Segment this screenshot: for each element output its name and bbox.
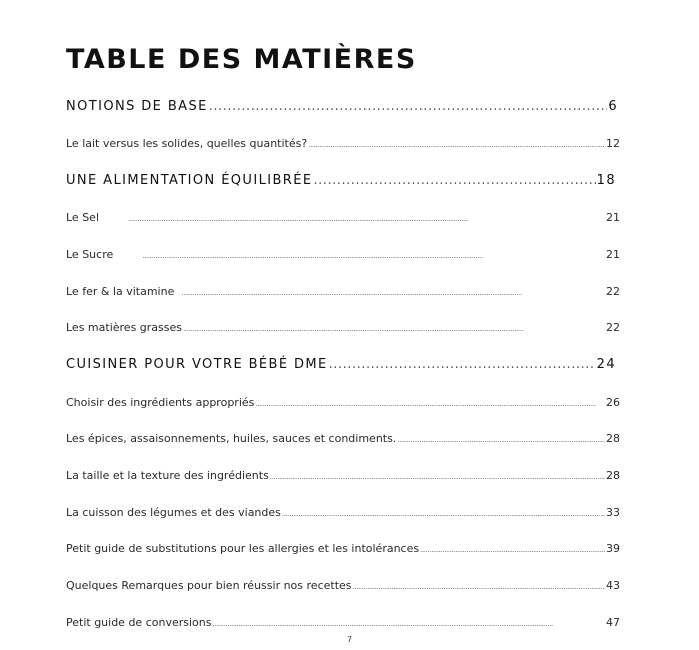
toc-page-number: 12 [606, 137, 620, 150]
toc-entry-conversions[interactable] [66, 616, 620, 629]
toc-label: Quelques Remarques pour bien réussir nos recettes [66, 579, 352, 592]
toc-label: Les épices, assaisonnements, huiles, sauces et condiments. [66, 432, 397, 445]
toc-entry-le-sel[interactable] [66, 211, 620, 224]
dot-leader [282, 506, 605, 519]
toc-entry-ingredients-appropries[interactable] [66, 396, 620, 409]
toc-label: Le Sel [66, 211, 100, 224]
dot-leader [270, 469, 605, 482]
dot-leader [212, 616, 605, 629]
toc-entry-remarques[interactable] [66, 579, 620, 592]
toc-entry-le-sucre[interactable] [66, 248, 620, 261]
toc-page-number: 21 [606, 211, 620, 224]
dot-leader [255, 396, 605, 409]
toc-page-number: 22 [606, 321, 620, 334]
toc-page-number: 6 [608, 99, 618, 114]
toc-label: Le Sucre [66, 248, 114, 261]
toc-label: La cuisson des légumes et des viandes [66, 506, 281, 519]
toc-label: Petit guide de conversions [66, 616, 212, 629]
toc-section-alimentation-equilibree[interactable] [66, 173, 616, 188]
toc-label: UNE ALIMENTATION ÉQUILIBRÉE [66, 173, 313, 188]
toc-page-number: 33 [606, 506, 620, 519]
dot-leader [308, 137, 605, 150]
toc-section-cuisiner-bebe-dme[interactable] [66, 357, 616, 372]
toc-label: Le fer & la vitamine [66, 285, 175, 298]
dot-leader [397, 432, 605, 445]
toc-entry-fer-vitamine[interactable] [66, 285, 620, 298]
toc-label: NOTIONS DE BASE [66, 99, 208, 114]
dot-leader [142, 248, 605, 261]
toc-page-number: 43 [606, 579, 620, 592]
toc-label: Petit guide de substitutions pour les allergies et les intolérances [66, 542, 420, 555]
toc-page-number: 47 [606, 616, 620, 629]
toc-label: Le lait versus les solides, quelles quantités? [66, 137, 308, 150]
dot-leader [209, 99, 608, 114]
toc-entry-cuisson[interactable] [66, 506, 620, 519]
toc-page-number: 21 [606, 248, 620, 261]
toc-page-number: 18 [596, 173, 616, 188]
toc-label: Les matières grasses [66, 321, 183, 334]
dot-leader [353, 579, 605, 592]
page-title: TABLE DES MATIÈRES [66, 44, 417, 75]
dot-leader [313, 173, 595, 188]
dot-leader [181, 285, 605, 298]
dot-leader [420, 542, 605, 555]
toc-page-number: 26 [606, 396, 620, 409]
page-footer-number: 7 [346, 635, 353, 644]
toc-entry-epices-condiments[interactable] [66, 432, 620, 445]
dot-leader [329, 357, 596, 372]
toc-label: La taille et la texture des ingrédients [66, 469, 269, 482]
toc-label: CUISINER POUR VOTRE BÉBÉ DME [66, 357, 328, 372]
dot-leader [183, 321, 605, 334]
toc-entry-lait-solides[interactable] [66, 137, 620, 150]
toc-entry-matieres-grasses[interactable] [66, 321, 620, 334]
toc-section-notions-de-base[interactable] [66, 99, 618, 114]
toc-page-number: 28 [606, 469, 620, 482]
toc-page-number: 24 [596, 357, 616, 372]
toc-entry-substitutions[interactable] [66, 542, 620, 555]
toc-label: Choisir des ingrédients appropriés [66, 396, 255, 409]
toc-entry-taille-texture[interactable] [66, 469, 620, 482]
toc-page-number: 28 [606, 432, 620, 445]
toc-page-number: 39 [606, 542, 620, 555]
toc-page-number: 22 [606, 285, 620, 298]
dot-leader [128, 211, 605, 224]
